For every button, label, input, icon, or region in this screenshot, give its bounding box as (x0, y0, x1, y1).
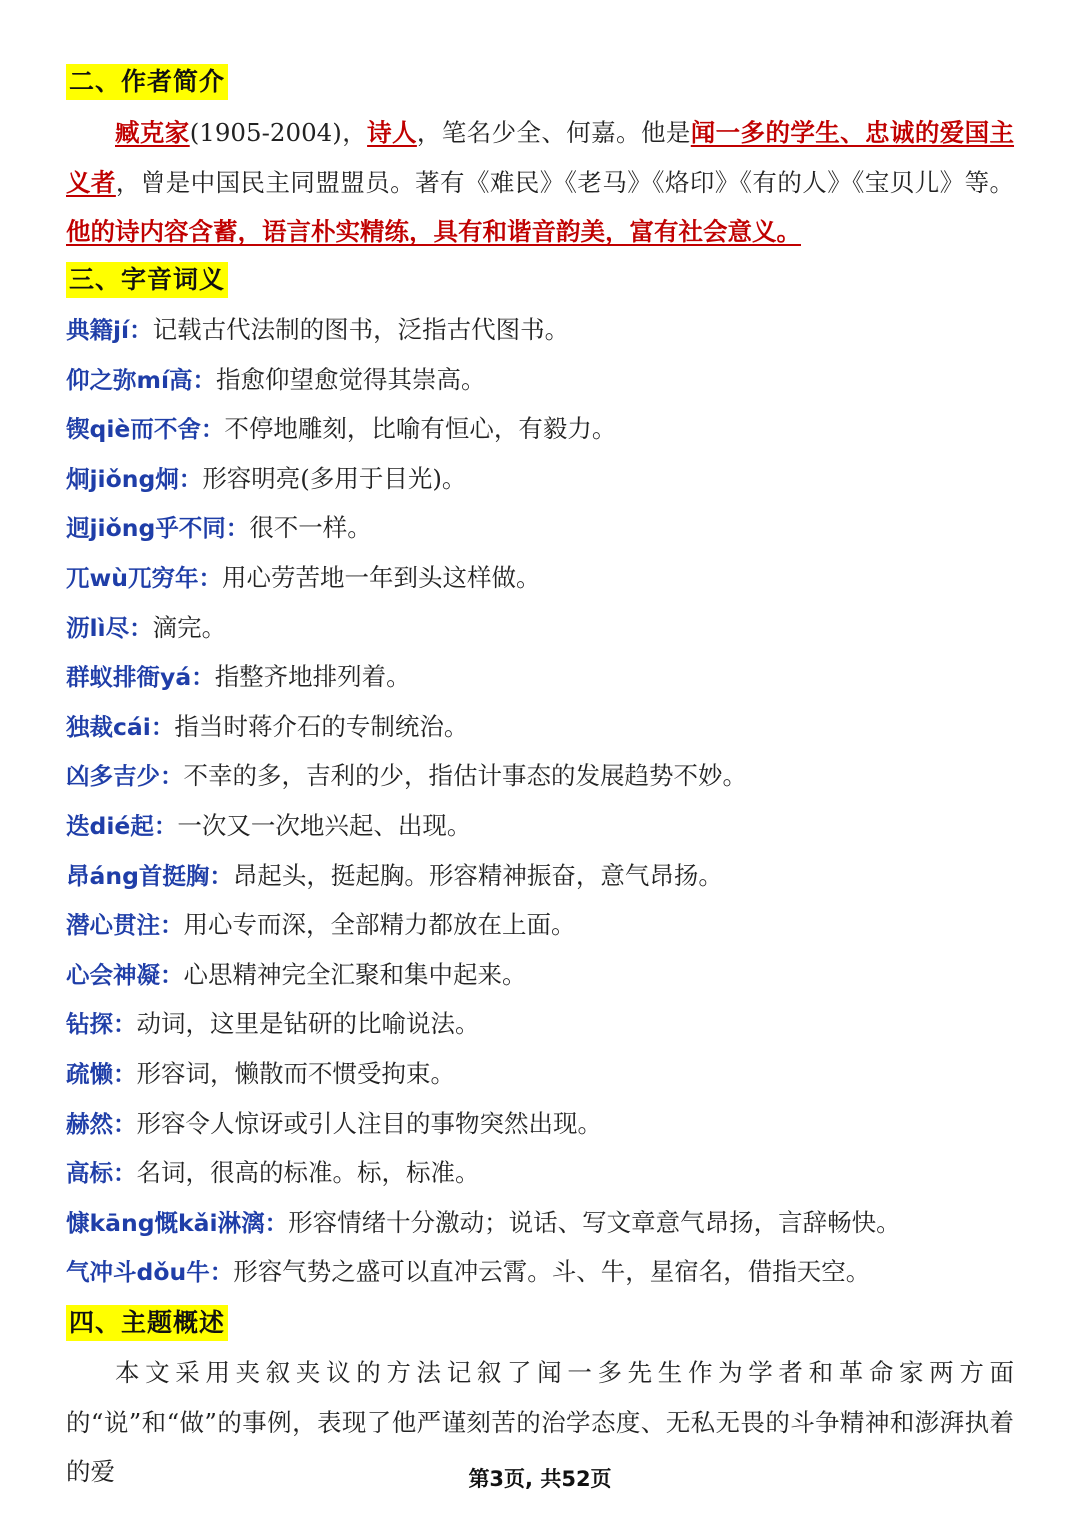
vocab-item (66, 806, 1026, 846)
vocab-definition: 形容词，懒散而不惯受拘束。 (136, 1059, 455, 1088)
vocab-item (66, 1104, 1026, 1144)
vocab-item (66, 856, 1026, 896)
author-years: (1905-2004)， (189, 118, 368, 147)
vocab-term: 昂áng首挺胸： (66, 861, 233, 890)
vocab-item (66, 459, 1026, 499)
vocab-item (66, 1054, 1026, 1094)
section-heading-author: 二、作者简介 (66, 64, 228, 100)
section-heading-theme: 四、主题概述 (66, 1305, 228, 1341)
vocab-term: 迭dié起： (66, 812, 178, 840)
vocab-term: 迥jiǒng乎不同： (66, 514, 250, 543)
vocab-definition: 动词，这里是钻研的比喻说法。 (136, 1009, 480, 1039)
author-text-1: ，笔名少全、何嘉。他是 (416, 118, 691, 147)
vocab-definition: 不停地雕刻，比喻有恒心，有毅力。 (224, 414, 617, 444)
vocab-definition: 名词，很高的标准。标，标准。 (136, 1158, 480, 1188)
vocab-item (66, 508, 1026, 548)
vocab-definition: 不幸的多，吉利的少，指估计事态的发展趋势不妙。 (183, 761, 747, 791)
vocab-term: 炯jiǒng炯： (66, 464, 203, 493)
vocab-definition: 指整齐地排列着。 (214, 662, 411, 692)
page-footer: 第3页, 共52页 (468, 1467, 612, 1491)
section-heading-vocab: 三、字音词义 (66, 262, 228, 298)
author-intro-paragraph (66, 108, 1014, 257)
vocab-item (66, 360, 1026, 400)
vocab-definition: 形容明亮(多用于目光)。 (202, 463, 467, 493)
vocab-definition: 形容情绪十分激动；说话、写文章意气昂扬，言辞畅快。 (288, 1207, 901, 1237)
vocab-term: 赫然： (66, 1109, 137, 1138)
vocab-definition: 指当时蒋介石的专制统治。 (174, 711, 469, 741)
author-text-2: ，曾是中国民主同盟盟员。著有《难民》《老马》《烙印》《有的人》《宝贝儿》等。 (115, 167, 1014, 197)
vocab-term: 独裁cái： (66, 712, 175, 741)
vocab-term: 疏懒： (66, 1060, 137, 1088)
vocab-item (66, 608, 1026, 648)
author-name: 臧克家 (115, 118, 190, 147)
vocab-definition: 心思精神完全汇聚和集中起来。 (183, 959, 527, 989)
vocab-term: 钻探： (66, 1010, 137, 1039)
vocab-definition: 用心专而深，全部精力都放在上面。 (183, 910, 576, 940)
vocab-item (66, 1252, 1026, 1292)
vocab-definition: 形容气势之盛可以直冲云霄。斗、牛，星宿名，借指天空。 (233, 1257, 871, 1287)
vocab-term: 气冲斗dǒu牛： (66, 1258, 234, 1287)
vocab-term: 凶多吉少： (66, 762, 184, 791)
vocab-item (66, 409, 1026, 449)
author-style: 他的诗内容含蓄，语言朴实精练，具有和谐音韵美，富有社会意义。 (66, 217, 801, 247)
vocab-definition: 指愈仰望愈觉得其崇高。 (216, 364, 486, 394)
vocab-item (66, 657, 1026, 697)
vocab-item (66, 558, 1026, 598)
vocab-item (66, 756, 1026, 796)
vocab-definition: 记载古代法制的图书，泛指古代图书。 (152, 315, 570, 344)
vocab-term: 锲qiè而不舍： (66, 415, 225, 444)
vocab-definition: 昂起头，挺起胸。形容精神振奋，意气昂扬。 (232, 860, 723, 890)
vocab-item (66, 955, 1026, 995)
author-role: 诗人 (367, 118, 417, 147)
vocab-item (66, 905, 1026, 945)
vocab-term: 典籍jí： (66, 316, 153, 344)
vocab-definition: 形容令人惊讶或引人注目的事物突然出现。 (136, 1108, 602, 1138)
vocab-item (66, 1203, 1026, 1243)
vocab-term: 潜心贯注： (66, 911, 184, 940)
theme-paragraph: 本文采用夹叙夹议的方法记叙了闻一多先生作为学者和革命家两方面的“说”和“做”的事例，表现了他严谨刻苦的治学态度、无私无畏的斗争精神和澎湃执着的爱 (66, 1358, 1014, 1487)
vocab-item (66, 1153, 1026, 1193)
vocab-term: 兀wù兀穷年： (66, 564, 222, 592)
vocab-term: 心会神凝： (66, 960, 184, 989)
vocab-term: 沥lì尽： (66, 613, 153, 642)
vocab-term: 群蚁排衙yá： (66, 663, 215, 692)
vocab-term: 慷kāng慨kǎi淋漓： (66, 1208, 289, 1237)
vocab-definition: 很不一样。 (249, 513, 372, 543)
vocab-item (66, 1004, 1026, 1044)
vocab-item (66, 707, 1026, 747)
author-relation: 闻一多的学生、忠诚的爱国主义者 (66, 118, 1015, 197)
vocab-definition: 用心劳苦地一年到头这样做。 (221, 563, 541, 592)
vocab-item (66, 310, 1026, 350)
vocab-definition: 一次又一次地兴起、出现。 (177, 811, 472, 840)
vocab-definition: 滴完。 (152, 612, 227, 642)
vocab-term: 仰之弥mí高： (66, 365, 217, 394)
vocab-term: 高标： (66, 1159, 137, 1188)
